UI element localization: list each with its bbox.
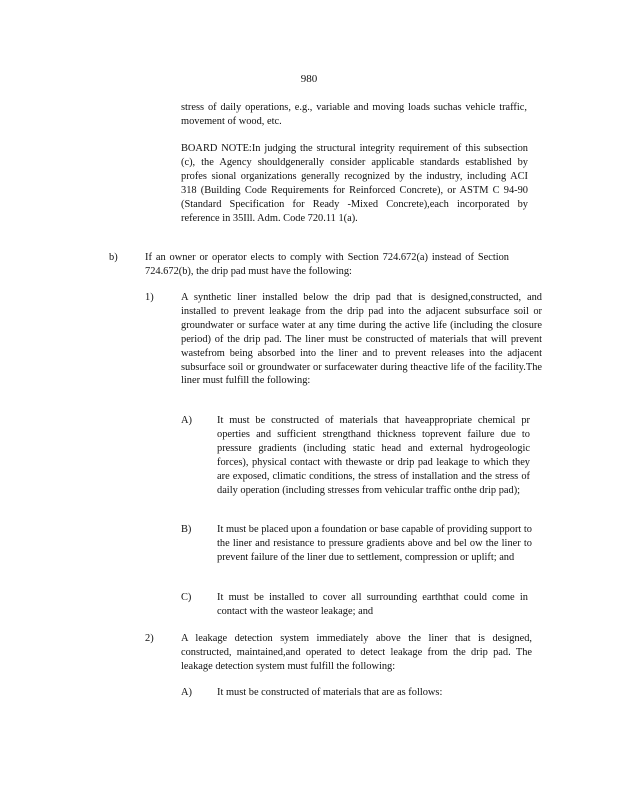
item-1-c-label: C) (181, 592, 192, 603)
item-1-a-text: It must be constructed of materials that haveappropriate chemical pr operties and sufficient strengthand thickness toprevent failure due to pressure gradients (including static head and external hydrogeologic forces), physical contact with thewaste or drip pad leakage to which they are exposed, climatic conditions, the stress of installation and the stress of daily operation (including stresses from vehicular traffic onthe drip pad); (217, 415, 530, 496)
item-2-label: 2) (145, 633, 154, 644)
board-note-paragraph: BOARD NOTE:In judging the structural integrity requirement of this subsection (c), the Agency shouldgenerally consider applicable standards established by profes sional organizations generally recognized by the industry, including ACI 318 (Building Code Requirements for Reinforced Concrete), or ASTM C 94-90 (Standard Specification for Ready -Mixed Concrete),each incorporated by reference in 35Ill. Adm. Code 720.11 1(a). (181, 143, 528, 224)
stress-continuation-paragraph: stress of daily operations, e.g., variable and moving loads suchas vehicle traffic, movement of wood, etc. (181, 102, 527, 127)
item-1-b-text: It must be placed upon a foundation or base capable of providing support to the liner and resistance to pressure gradients above and bel ow the liner to prevent failure of the liner due to settlement, compression or uplift; and (217, 524, 532, 563)
item-2-a-label: A) (181, 687, 192, 698)
page-number: 980 (300, 73, 318, 85)
item-1-a-label: A) (181, 415, 192, 426)
subsection-b-text: If an owner or operator elects to comply with Section 724.672(a) instead of Section 724.672(b), the drip pad must have the following: (145, 252, 509, 277)
subsection-b-label: b) (109, 252, 118, 263)
item-1-c-text: It must be installed to cover all surrounding earththat could come in contact with the wasteor leakage; and (217, 592, 528, 617)
item-1-label: 1) (145, 292, 154, 303)
item-2-a-text: It must be constructed of materials that are as follows: (217, 687, 443, 698)
item-1-text: A synthetic liner installed below the drip pad that is designed,constructed, and installed to prevent leakage from the drip pad into the adjacent subsurface soil or groundwater or surface water at any time during the active life (including the closure period) of the drip pad. The liner must be constructed of materials that will prevent wastefrom being absorbed into the liner and to prevent releases into the adjacent subsurface soil or groundwater or surfacewater during theactive life of the facility.The liner must fulfill the following: (181, 292, 542, 387)
item-1-b-label: B) (181, 524, 192, 535)
item-2-text: A leakage detection system immediately above the liner that is designed, constructed, maintained,and operated to detect leakage from the drip pad. The leakage detection system must fulfill the following: (181, 633, 532, 672)
